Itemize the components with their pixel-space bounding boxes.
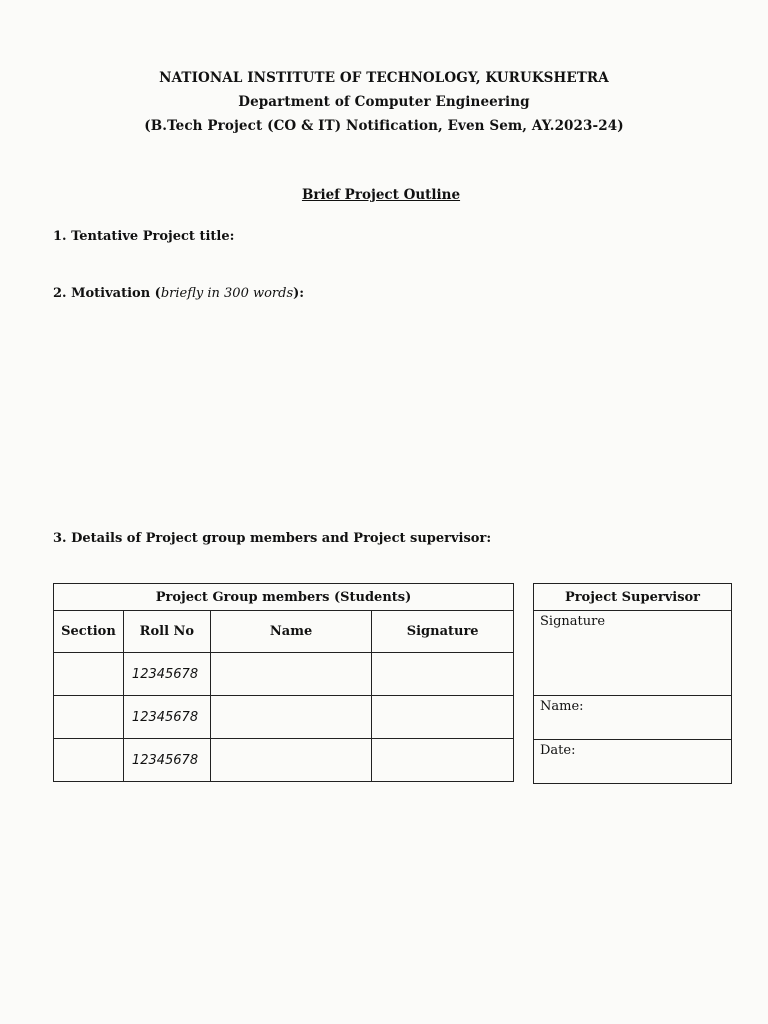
supervisor-name-label: Name: (540, 699, 584, 714)
supervisor-name-row (534, 696, 732, 740)
signature-cell[interactable] (372, 739, 514, 782)
table-row (54, 739, 514, 782)
motivation-label-start: 2. Motivation ( (53, 286, 161, 301)
supervisor-signature-row (534, 611, 732, 696)
supervisor-signature-label: Signature (540, 614, 606, 629)
supervisor-date-field[interactable] (534, 740, 732, 784)
roll-no-cell: 12345678 (123, 739, 210, 782)
section-cell[interactable] (54, 696, 124, 739)
name-cell[interactable] (210, 696, 371, 739)
column-header-signature: Signature (372, 611, 514, 653)
students-group-header-row (54, 584, 514, 611)
supervisor-date-row (534, 740, 732, 784)
outline-title: Brief Project Outline (301, 187, 461, 203)
motivation-note: briefly in 300 words (160, 286, 294, 301)
supervisor-date-label: Date: (540, 743, 576, 758)
details-label: 3. Details of Project group members and Project supervisor: (53, 531, 492, 546)
supervisor-signature-field[interactable] (534, 611, 732, 696)
column-header-section: Section (54, 611, 124, 653)
supervisor-name-field[interactable] (534, 696, 732, 740)
name-cell[interactable] (210, 653, 371, 696)
section-cell[interactable] (54, 653, 124, 696)
department-name: Department of Computer Engineering (238, 94, 530, 110)
signature-cell[interactable] (372, 653, 514, 696)
table-row (54, 653, 514, 696)
signature-cell[interactable] (372, 696, 514, 739)
students-group-header: Project Group members (Students) (54, 584, 514, 611)
students-table (53, 583, 514, 782)
roll-no-cell: 12345678 (123, 653, 210, 696)
roll-no-cell: 12345678 (123, 696, 210, 739)
notification-line: (B.Tech Project (CO & IT) Notification, Even Sem, AY.2023-24) (144, 118, 624, 134)
name-cell[interactable] (210, 739, 371, 782)
motivation-label-end: ): (293, 286, 305, 301)
students-column-header-row (54, 611, 514, 653)
column-header-name: Name (210, 611, 371, 653)
section-cell[interactable] (54, 739, 124, 782)
column-header-roll-no: Roll No (123, 611, 210, 653)
supervisor-header-row (534, 584, 732, 611)
project-title-label: 1. Tentative Project title: (53, 229, 235, 244)
institute-name: NATIONAL INSTITUTE OF TECHNOLOGY, KURUKSHETRA (159, 70, 609, 86)
table-row (54, 696, 514, 739)
supervisor-header: Project Supervisor (534, 584, 732, 611)
motivation-label (53, 286, 304, 301)
supervisor-table (533, 583, 732, 784)
